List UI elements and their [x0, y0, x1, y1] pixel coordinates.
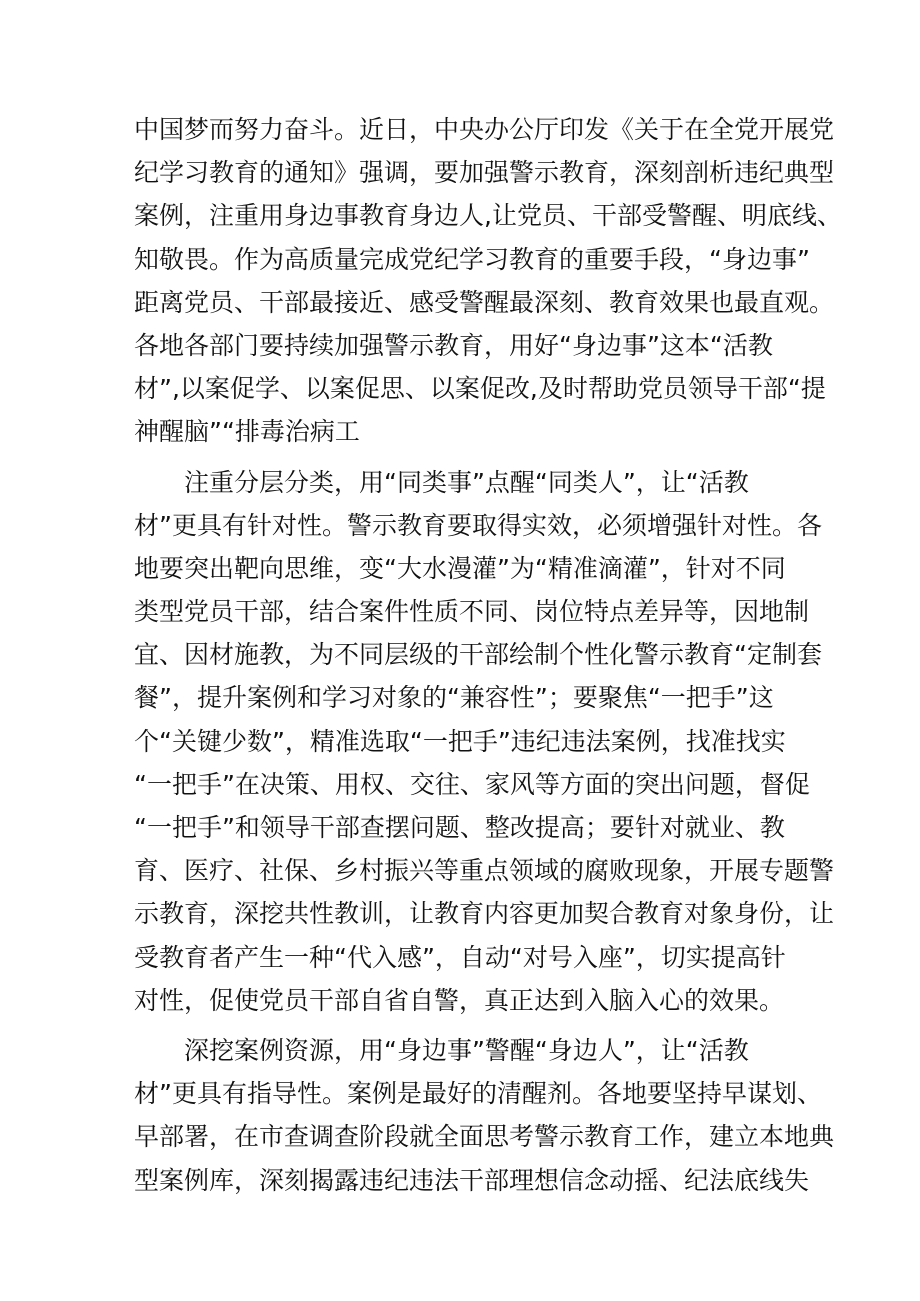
- paragraph-3: [134, 1029, 835, 1202]
- text-line: 案例，注重用身边事教育身边人,让党员、干部受警醒、明底线、: [134, 201, 842, 231]
- text-line: 对性，促使党员干部自省自警，真正达到入脑入心的效果。: [134, 985, 785, 1015]
- text-line: “一把手”在决策、用权、交往、家风等方面的突出问题，督促: [134, 769, 810, 799]
- text-line: 育、医疗、社保、乡村振兴等重点领域的腐败现象，开展专题警: [134, 856, 835, 886]
- paragraph-gap: [134, 454, 794, 461]
- text-line: 注重分层分类，用“同类事”点醒“同类人”，让“活教: [134, 467, 749, 497]
- paragraph-2: [134, 461, 835, 1022]
- text-line: 受教育者产生一种“代入感”，自动“对号入座”，切实提高针: [134, 942, 786, 972]
- text-line: 深挖案例资源，用“身边事”警醒“身边人”，让“活教: [134, 1035, 749, 1065]
- paragraph-1: [134, 108, 842, 454]
- text-line: 各地各部门要持续加强警示教育，用好“身边事”这本“活教: [134, 330, 773, 360]
- text-line: 个“关键少数”，精准选取“一把手”违纪违法案例，找准找实: [134, 726, 786, 756]
- text-line: 餐”，提升案例和学习对象的“兼容性”；要聚焦“一把手”这: [134, 683, 774, 713]
- text-line: 示教育，深挖共性教训，让教育内容更加契合教育对象身份，让: [134, 899, 835, 929]
- text-line: 宜、因材施教，为不同层级的干部绘制个性化警示教育“定制套: [134, 640, 822, 670]
- text-line: “一把手”和领导干部查摆问题、整改提高；要针对就业、教: [134, 813, 785, 842]
- text-line: 纪学习教育的通知》强调，要加强警示教育，深刻剖析违纪典型: [134, 158, 835, 188]
- text-line: 距离党员、干部最接近、感受警醒最深刻、教育效果也最直观。: [134, 287, 835, 317]
- paragraph-gap: [134, 1022, 794, 1029]
- text-line: 地要突出靶向思维，变“大水漫灌”为“精准滴灌”，针对不同: [134, 553, 786, 583]
- text-line: 早部署，在市查调查阶段就全面思考警示教育工作，建立本地典: [134, 1122, 835, 1152]
- text-line: 材”,以案促学、以案促思、以案促改,及时帮助党员领导干部“提: [134, 374, 826, 404]
- text-line: 材”更具有指导性。案例是最好的清醒剂。各地要坚持早谋划、: [134, 1079, 822, 1109]
- document-body: [134, 108, 842, 1202]
- text-line: 类型党员干部，结合案件性质不同、岗位特点差异等，因地制: [134, 597, 810, 627]
- text-line: 神醒脑”“排毒治病工: [134, 417, 360, 447]
- text-line: 中国梦而努力奋斗。近日，中央办公厅印发《关于在全党开展党: [134, 115, 835, 144]
- text-line: 材”更具有针对性。警示教育要取得实效，必须增强针对性。各: [134, 510, 822, 540]
- text-line: 型案例库，深刻揭露违纪违法干部理想信念动摇、纪法底线失: [134, 1165, 810, 1195]
- text-line: 知敬畏。作为高质量完成党纪学习教育的重要手段，“身边事”: [134, 244, 810, 274]
